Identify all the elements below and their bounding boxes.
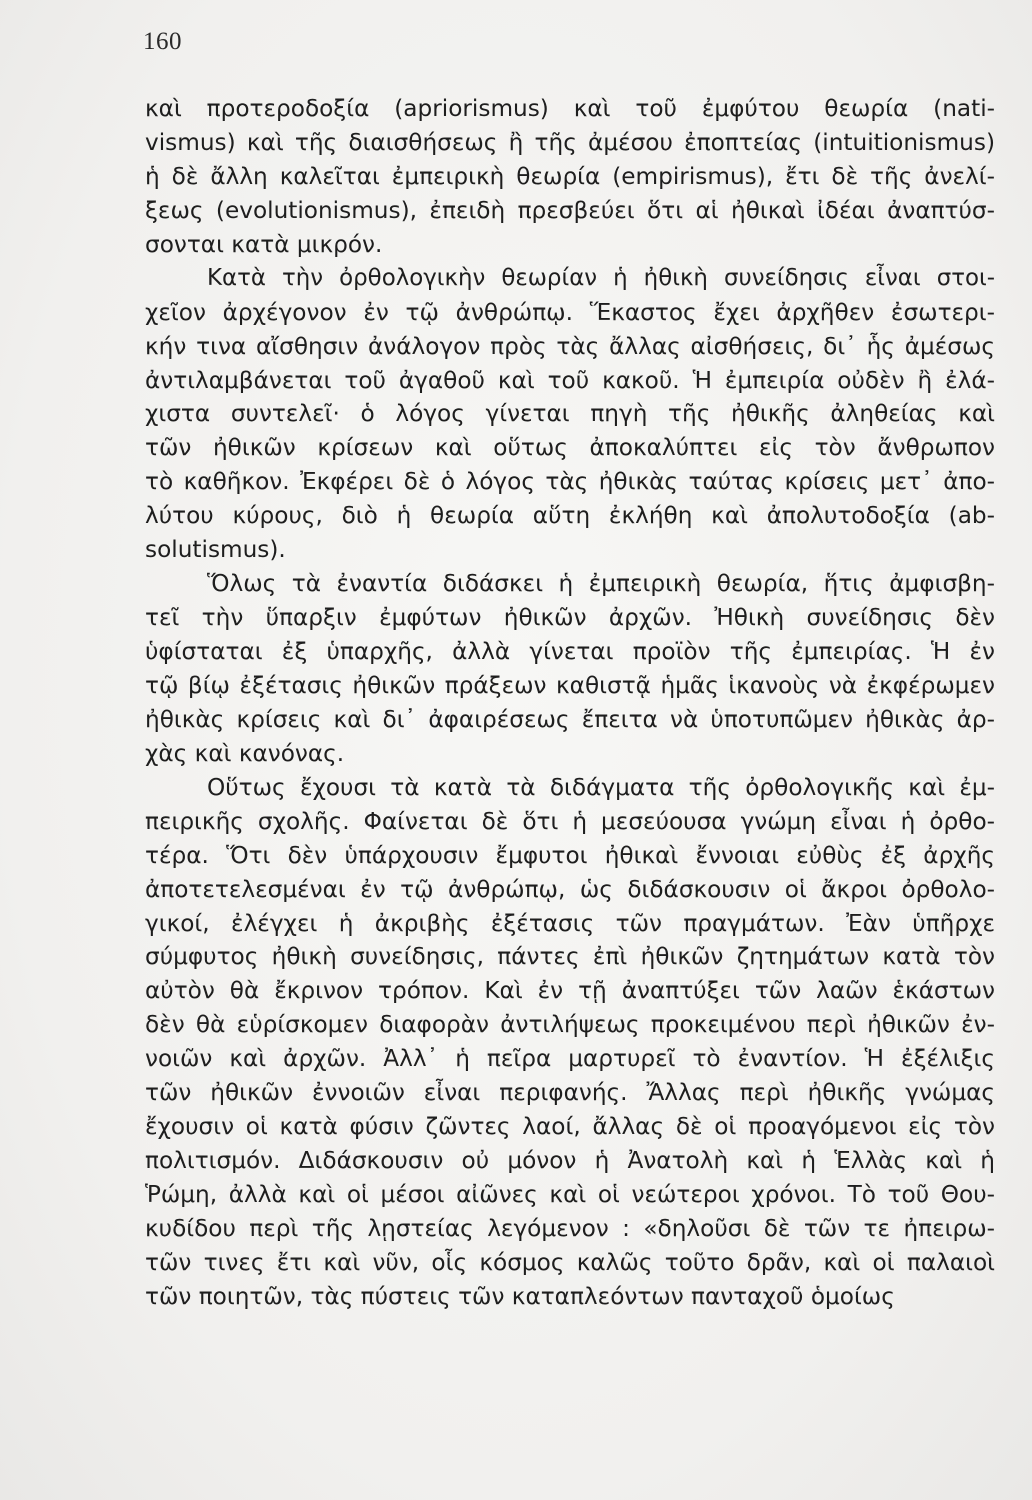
- page-number: 160: [143, 28, 182, 55]
- text-line: κήν τινα αἴσθησιν ἀνάλογον πρὸς τὰς ἄλλας αἰσθήσεις, δι᾽ ἧς ἀμέσως: [145, 332, 995, 360]
- text-line: Οὕτως ἔχουσι τὰ κατὰ τὰ διδάγματα τῆς ὀρθολογικῆς καὶ ἐμ-: [207, 773, 995, 801]
- text-line: τῶν τινες ἔτι καὶ νῦν, οἷς κόσμος καλῶς τοῦτο δρᾶν, καὶ οἱ παλαιοὶ: [145, 1248, 995, 1276]
- paragraph: [145, 771, 995, 1314]
- text-line: τεῖ τὴν ὕπαρξιν ἐμφύτων ἠθικῶν ἀρχῶν. Ἠθικὴ συνείδησις δὲν: [145, 604, 995, 632]
- text-line: τῶν ἠθικῶν κρίσεων καὶ οὕτως ἀποκαλύπτει εἰς τὸν ἄνθρωπον: [145, 434, 995, 462]
- text-line: τῶν ἠθικῶν ἐννοιῶν εἶναι περιφανής. Ἄλλας περὶ ἠθικῆς γνώμας: [145, 1079, 995, 1107]
- text-line: χὰς καὶ κανόνας.: [145, 739, 345, 767]
- text-line: ἠθικὰς κρίσεις καὶ δι᾽ ἀφαιρέσεως ἔπειτα νὰ ὑποτυπῶμεν ἠθικὰς ἀρ-: [145, 705, 995, 733]
- text-line: Κατὰ τὴν ὀρθολογικὴν θεωρίαν ἡ ἠθικὴ συνείδησις εἶναι στοι-: [207, 264, 995, 291]
- text-line: Ὅλως τὰ ἐναντία διδάσκει ἡ ἐμπειρικὴ θεωρία, ἥτις ἀμφισβη-: [207, 570, 995, 598]
- text-line: vismus) καὶ τῆς διαισθήσεως ἢ τῆς ἀμέσου ἐποπτείας (intuitionismus): [145, 128, 995, 156]
- text-line: ξεως (evolutionismus), ἐπειδὴ πρεσβεύει ὅτι αἱ ἠθικαὶ ἰδέαι ἀναπτύσ-: [145, 196, 995, 224]
- paragraph: [145, 262, 995, 567]
- text-line: χεῖον ἀρχέγονον ἐν τῷ ἀνθρώπῳ. Ἕκαστος ἔχει ἀρχῆθεν ἐσωτερι-: [145, 298, 995, 326]
- text-line: ὑφίσταται ἐξ ὑπαρχῆς, ἀλλὰ γίνεται προϊὸν τῆς ἐμπειρίας. Ἡ ἐν: [145, 638, 995, 665]
- text-line: τῶν ποιητῶν, τὰς πύστεις τῶν καταπλεόντων πανταχοῦ ὁμοίως: [145, 1282, 895, 1310]
- text-line: καὶ προτεροδοξία (apriorismus) καὶ τοῦ ἐμφύτου θεωρία (nati-: [145, 95, 995, 122]
- text-line: solutismus).: [145, 536, 286, 564]
- text-line: Ῥώμη, ἀλλὰ καὶ οἱ μέσοι αἰῶνες καὶ οἱ νεώτεροι χρόνοι. Τὸ τοῦ Θου-: [145, 1181, 995, 1208]
- text-line: τέρα. Ὅτι δὲν ὑπάρχουσιν ἔμφυτοι ἠθικαὶ ἔννοιαι εὐθὺς ἐξ ἀρχῆς: [145, 841, 995, 869]
- text-line: πειρικῆς σχολῆς. Φαίνεται δὲ ὅτι ἡ μεσεύουσα γνώμη εἶναι ἡ ὀρθο-: [145, 807, 995, 835]
- text-line: αὐτὸν θὰ ἔκρινον τρόπον. Καὶ ἐν τῇ ἀναπτύξει τῶν λαῶν ἑκάστων: [145, 977, 995, 1005]
- text-line: σονται κατὰ μικρόν.: [145, 230, 383, 258]
- paragraph: [145, 92, 995, 262]
- text-line: τὸ καθῆκον. Ἐκφέρει δὲ ὁ λόγος τὰς ἠθικὰς ταύτας κρίσεις μετ᾽ ἀπο-: [145, 468, 995, 496]
- text-line: δὲν θὰ εὑρίσκομεν διαφορὰν ἀντιλήψεως προκειμένου περὶ ἠθικῶν ἐν-: [145, 1011, 995, 1039]
- text-line: ἀντιλαμβάνεται τοῦ ἀγαθοῦ καὶ τοῦ κακοῦ. Ἡ ἐμπειρία οὐδὲν ἢ ἐλά-: [145, 366, 995, 394]
- text-line: ἡ δὲ ἄλλη καλεῖται ἐμπειρικὴ θεωρία (empirismus), ἔτι δὲ τῆς ἀνελί-: [145, 162, 995, 190]
- text-line: σύμφυτος ἠθικὴ συνείδησις, πάντες ἐπὶ ἠθικῶν ζητημάτων κατὰ τὸν: [145, 943, 995, 971]
- text-line: πολιτισμόν. Διδάσκουσιν οὐ μόνον ἡ Ἀνατολὴ καὶ ἡ Ἑλλὰς καὶ ἡ: [145, 1147, 995, 1175]
- text-line: τῷ βίῳ ἐξέτασις ἠθικῶν πράξεων καθιστᾷ ἡμᾶς ἱκανοὺς νὰ ἐκφέρωμεν: [145, 671, 995, 699]
- text-line: γικοί, ἐλέγχει ἡ ἀκριβὴς ἐξέτασις τῶν πραγμάτων. Ἐὰν ὑπῆρχε: [145, 909, 995, 937]
- text-line: ἀποτετελεσμέναι ἐν τῷ ἀνθρώπῳ, ὡς διδάσκουσιν οἱ ἄκροι ὀρθολο-: [145, 875, 995, 903]
- text-line: ἔχουσιν οἱ κατὰ φύσιν ζῶντες λαοί, ἄλλας δὲ οἱ προαγόμενοι εἰς τὸν: [145, 1113, 995, 1141]
- paragraph: [145, 567, 995, 771]
- text-line: νοιῶν καὶ ἀρχῶν. Ἀλλ᾽ ἡ πεῖρα μαρτυρεῖ τὸ ἐναντίον. Ἡ ἐξέλιξις: [145, 1045, 995, 1073]
- text-line: χιστα συντελεῖ· ὁ λόγος γίνεται πηγὴ τῆς ἠθικῆς ἀληθείας καὶ: [145, 400, 995, 428]
- text-line: κυδίδου περὶ τῆς λῃστείας λεγόμενον : «δηλοῦσι δὲ τῶν τε ἠπειρω-: [145, 1214, 995, 1242]
- text-line: λύτου κύρους, διὸ ἡ θεωρία αὕτη ἐκλήθη καὶ ἀπολυτοδοξία (ab-: [145, 502, 995, 530]
- body-text: [145, 92, 995, 1314]
